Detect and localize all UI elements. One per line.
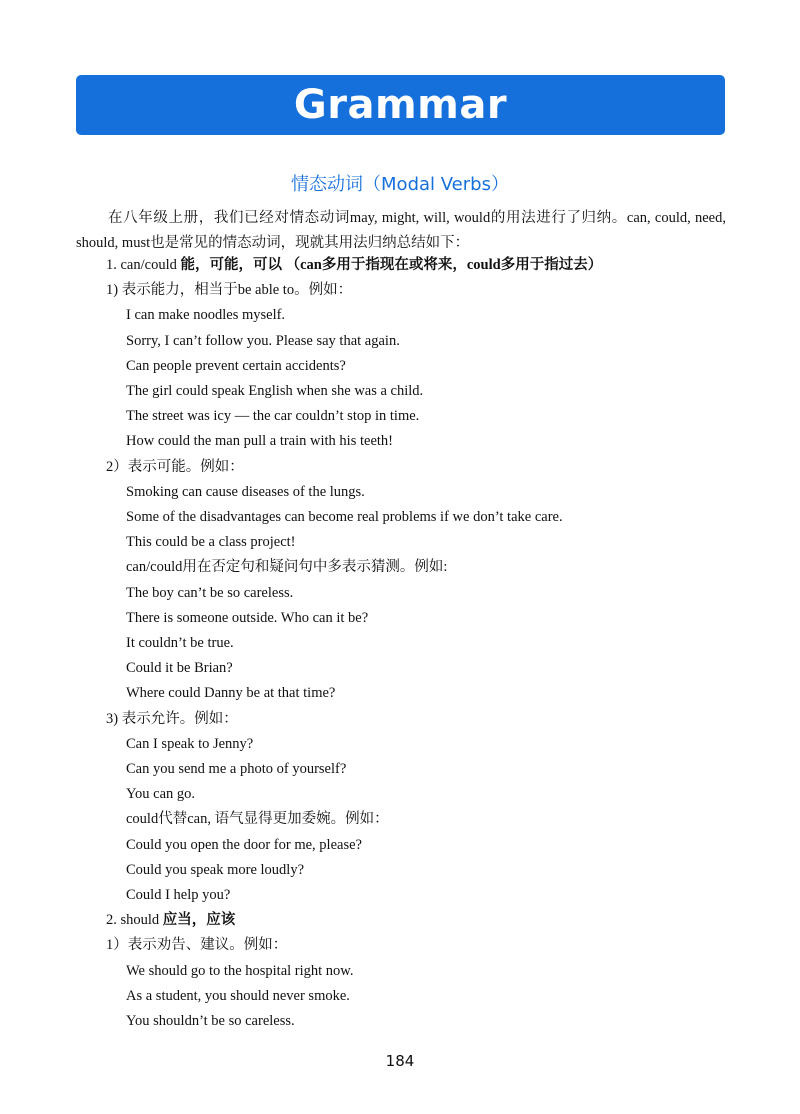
line-text: 1) 表示能力，相当于be able to。例如： (106, 282, 353, 299)
line-text: How could the man pull a train with his teeth! (126, 433, 393, 450)
text-line (106, 280, 352, 300)
line-text: The street was icy — the car couldn’t stop in time. (126, 408, 420, 425)
text-line (126, 431, 393, 451)
text-line (126, 1011, 295, 1031)
line-text: Sorry, I can’t follow you. Please say that again. (126, 332, 400, 349)
text-line (106, 457, 244, 477)
line-text: As a student, you should never smoke. (126, 987, 350, 1004)
text-line (126, 633, 234, 653)
line-text: 2. should (106, 912, 163, 929)
line-text: 1. can/could (106, 257, 181, 273)
line-text: We should go to the hospital right now. (126, 962, 354, 979)
line-text: Smoking can cause diseases of the lungs. (126, 483, 365, 500)
text-line (126, 860, 304, 880)
text-line (126, 532, 296, 552)
line-text: Could you open the door for me, please? (126, 836, 362, 853)
line-text: Where could Danny be at that time? (126, 685, 336, 702)
text-line (126, 658, 233, 678)
banner-title: Grammar (293, 82, 508, 128)
text-line (126, 583, 293, 603)
section-title: 情态动词（Modal Verbs） (291, 174, 509, 195)
text-line (126, 331, 400, 351)
text-line (126, 507, 563, 527)
text-line (126, 557, 447, 577)
line-text: It couldn’t be true. (126, 635, 234, 651)
line-text: Some of the disadvantages can become real problems if we don’t take care. (126, 509, 563, 525)
line-text: There is someone outside. Who can it be? (126, 609, 369, 626)
line-text: Can people prevent certain accidents? (126, 357, 346, 374)
line-text: 3) 表示允许。例如： (106, 710, 238, 727)
text-line (126, 734, 253, 754)
grammar-banner (76, 75, 725, 135)
line-text: You shouldn’t be so careless. (126, 1013, 295, 1029)
line-text: The boy can’t be so careless. (126, 584, 294, 601)
line-text: The girl could speak English when she was a child. (126, 383, 424, 399)
line-text: Could you speak more loudly? (126, 861, 305, 878)
text-line (126, 406, 419, 426)
line-text: can/could用在否定句和疑问句中多表示猜测。例如: (126, 559, 448, 576)
text-line (106, 910, 235, 930)
intro-paragraph: 在八年级上册，我们已经对情态动词may, might, will, would的用法进行了归纳。can, could, need, should, must也是常见的情态动词，现就其用法归纳总结如下： (76, 210, 726, 251)
text-line (126, 809, 389, 829)
text-line (126, 885, 230, 905)
page-number: 184 (385, 1052, 415, 1070)
text-line (126, 683, 335, 703)
line-text: I can make noodles myself. (126, 307, 286, 324)
line-text: Could I help you? (126, 887, 231, 903)
text-line (106, 255, 602, 275)
text-line (126, 608, 368, 628)
text-line (126, 356, 346, 376)
line-text: This could be a class project! (126, 534, 296, 551)
text-line (126, 961, 353, 981)
line-text: Can I speak to Jenny? (126, 735, 254, 752)
text-line (126, 482, 365, 502)
text-line (106, 709, 238, 729)
bold-text: 能，可能，可以 （can多用于指现在或将来，could多用于指过去） (180, 257, 603, 273)
line-text: 2）表示可能。例如： (106, 458, 244, 475)
text-line (126, 381, 423, 401)
text-line (126, 986, 350, 1006)
text-line (126, 305, 285, 325)
text-line (126, 759, 346, 779)
text-line (106, 935, 287, 955)
line-text: 1）表示劝告、建议。例如： (106, 937, 288, 954)
line-text: could代替can, 语气显得更加委婉。例如： (126, 811, 389, 828)
line-text: Could it be Brian? (126, 660, 233, 677)
line-text: Can you send me a photo of yourself? (126, 761, 347, 777)
text-line (126, 784, 195, 804)
text-line (126, 835, 362, 855)
line-text: You can go. (126, 786, 196, 803)
bold-text: 应当，应该 (162, 912, 236, 929)
